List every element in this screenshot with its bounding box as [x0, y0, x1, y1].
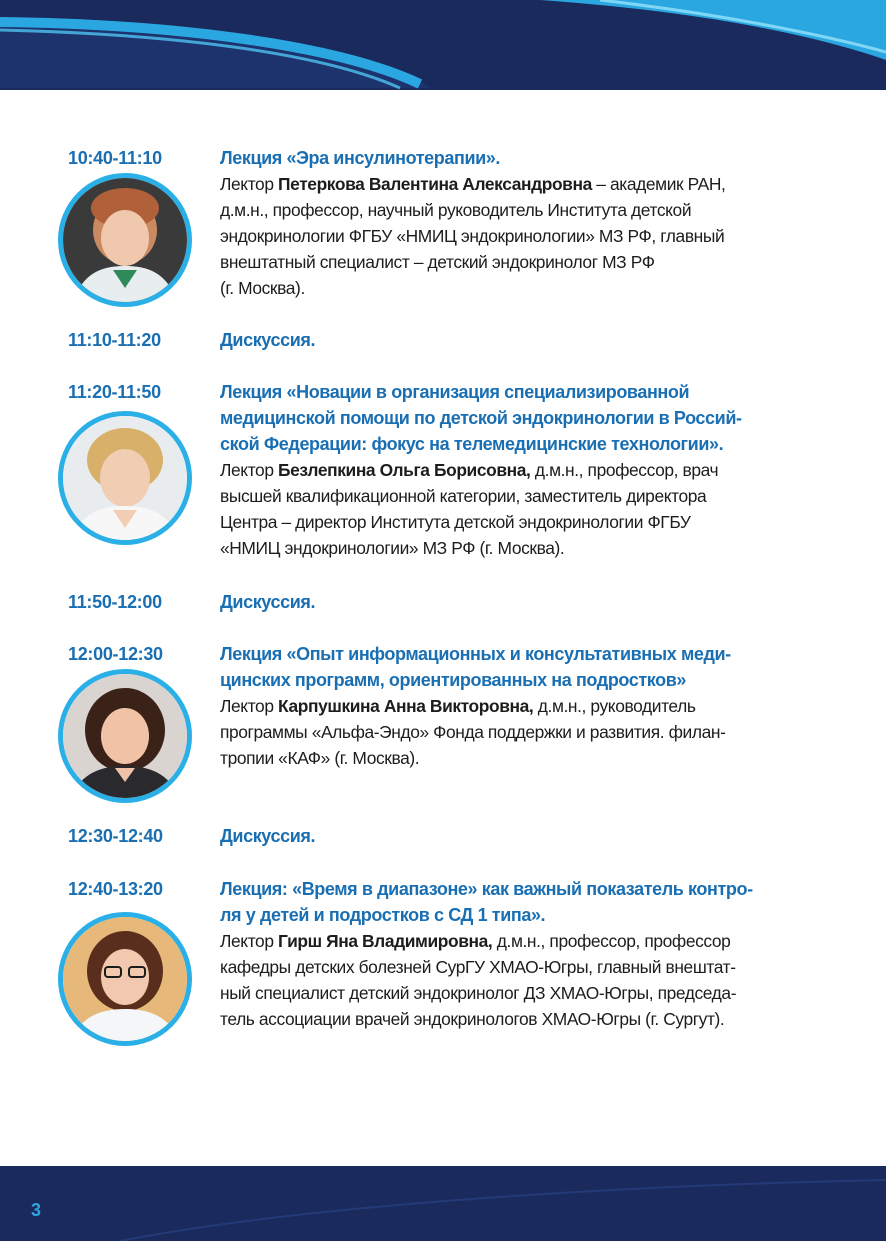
footer-band [0, 1166, 886, 1241]
session-title: Лекция «Опыт информационных и консультативных меди- цинских программ, ориентированных на подростков» [220, 644, 731, 690]
session-title: Лекция: «Время в диапазоне» как важный показатель контро- ля у детей и подростков с СД 1 типа». [220, 879, 753, 925]
session-time: 10:40-11:10 [68, 148, 162, 168]
speaker-name: Безлепкина Ольга Борисовна, [278, 460, 531, 480]
speaker-photo [58, 669, 192, 803]
header-band [0, 0, 886, 90]
session-time: 11:50-12:00 [68, 592, 162, 612]
session-time: 11:10-11:20 [68, 330, 161, 350]
speaker-photo [58, 173, 192, 307]
session-time: 11:20-11:50 [68, 382, 161, 402]
speaker-description: Лектор Безлепкина Ольга Борисовна, д.м.н., профессор, врач высшей квалификационной категории, заместитель директора Центра – директор Института детской эндокринологии ФГБУ «НМИЦ эндокринологии» МЗ РФ (г. Москва). [220, 460, 719, 558]
session-time: 12:40-13:20 [68, 879, 163, 899]
speaker-photo [58, 912, 192, 1046]
speaker-description: Лектор Гирш Яна Владимировна, д.м.н., профессор, профессор кафедры детских болезней СурГУ ХМАО-Югры, главный внештат- ный специалист детский эндокринолог ДЗ ХМАО-Югры, председа- тель ассоциации врачей эндокринологов ХМАО-Югры (г. Сургут). [220, 931, 737, 1029]
speaker-description: Лектор Карпушкина Анна Викторовна, д.м.н., руководитель программы «Альфа-Эндо» Фонда поддержки и развития. филан- тропии «КАФ» (г. Москва). [220, 696, 726, 768]
speaker-photo [58, 411, 192, 545]
speaker-name: Карпушкина Анна Викторовна, [278, 696, 534, 716]
session-title: Лекция «Эра инсулинотерапии». [220, 148, 500, 168]
session-time: 12:30-12:40 [68, 826, 163, 846]
session-time: 12:00-12:30 [68, 644, 163, 664]
session-title: Дискуссия. [220, 592, 316, 612]
speaker-description: Лектор Петеркова Валентина Александровна – академик РАН, д.м.н., профессор, научный руководитель Института детской эндокринологии ФГБУ «НМИЦ эндокринологии» МЗ РФ, главный внештатный специалист – детский эндокринолог МЗ РФ (г. Москва). [220, 174, 726, 298]
session-title: Дискуссия. [220, 330, 316, 350]
session-title: Дискуссия. [220, 826, 316, 846]
page-number: 3 [31, 1200, 42, 1220]
session-title: Лекция «Новации в организация специализированной медицинской помощи по детской эндокринологии в Россий- ской Федерации: фокус на телемедицинские технологии». [220, 382, 742, 454]
speaker-name: Петеркова Валентина Александровна [278, 174, 592, 194]
speaker-name: Гирш Яна Владимировна, [278, 931, 493, 951]
